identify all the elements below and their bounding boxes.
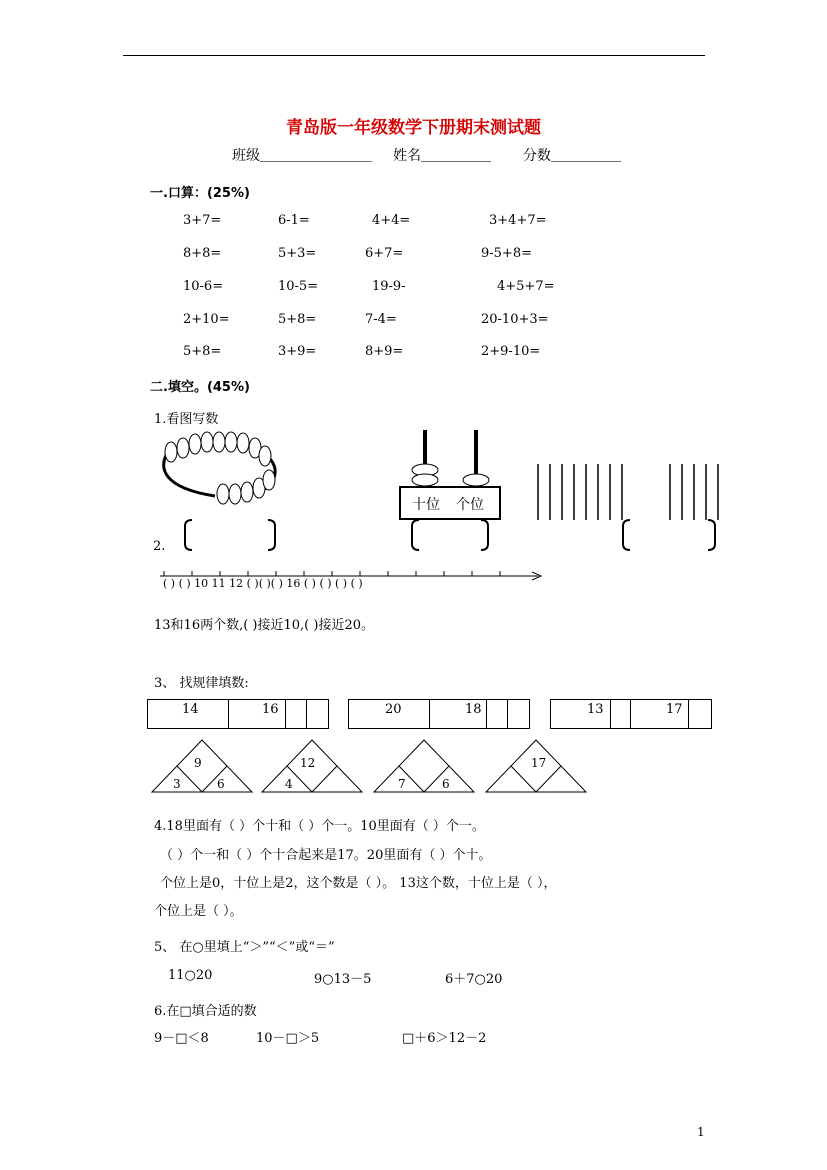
calc-item: 2+9-10=: [481, 344, 541, 359]
section1-heading: 一.口算：(25%): [150, 186, 250, 201]
triangle-top: 9: [194, 756, 202, 770]
q4-line: （ ）个一和（ ）个十合起来是17。20里面有（ ）个十。: [160, 848, 492, 863]
class-field[interactable]: 班级＿＿＿＿＿＿＿＿: [232, 148, 372, 164]
page-number: 1: [697, 1125, 705, 1139]
triangle-right: 6: [442, 777, 450, 791]
q6-item: 10－□＞5: [256, 1031, 320, 1046]
q5-item: 11○20: [168, 968, 213, 983]
pattern-box: [550, 699, 712, 729]
page-title: 青岛版一年级数学下册期末测试题: [286, 118, 541, 138]
calc-item: 4+5+7=: [497, 279, 555, 294]
calc-item: 3+4+7=: [489, 213, 547, 228]
calc-item: 10-6=: [183, 279, 224, 294]
number-line-labels: ( ) ( ) 10 11 12 ( )( )( ) 16 ( ) ( ) ( ) ( ): [163, 577, 363, 590]
calc-item: 20-10+3=: [481, 312, 549, 327]
calc-item: 5+8=: [278, 312, 317, 327]
q6-item: 9－□＜8: [154, 1031, 209, 1046]
score-field[interactable]: 分数＿＿＿＿＿: [523, 148, 621, 164]
triangle-left: 7: [398, 777, 406, 791]
q2-question: 13和16两个数,( )接近10,( )接近20。: [154, 618, 374, 633]
q2-label: 2.: [153, 539, 166, 554]
pattern-value: 20: [385, 702, 402, 717]
calc-item: 8+9=: [365, 344, 404, 359]
calc-item: 7-4=: [365, 312, 397, 327]
calc-item: 19-9-: [372, 279, 406, 294]
q4-line: 4.18里面有（ ）个十和（ ）个一。10里面有（ ）个一。: [154, 819, 485, 834]
abacus-tens-label: 十位: [412, 497, 440, 513]
calc-item: 2+10=: [183, 312, 230, 327]
q6-label: 6.在□填合适的数: [154, 1004, 257, 1019]
calc-item: 5+8=: [183, 344, 222, 359]
triangle-left: 3: [173, 777, 181, 791]
calc-item: 4+4=: [372, 213, 411, 228]
pattern-value: 16: [262, 702, 279, 717]
q4-line: 个位上是0，十位上是2，这个数是（ ）。 13这个数，十位上是（ ），: [160, 876, 557, 891]
triangle-right: 6: [217, 777, 225, 791]
section2-heading: 二.填空。(45%): [150, 380, 250, 395]
triangle-top: 12: [300, 756, 316, 770]
bead-string-picture: [155, 428, 285, 513]
calc-item: 6+7=: [365, 246, 404, 261]
q1-label: 1.看图写数: [154, 412, 219, 427]
pattern-value: 17: [666, 702, 683, 717]
calc-item: 3+7=: [183, 213, 222, 228]
calc-item: 3+9=: [278, 344, 317, 359]
name-field[interactable]: 姓名＿＿＿＿＿: [393, 148, 491, 164]
sticks-picture: [535, 462, 725, 522]
q5-item: 6＋7○20: [445, 972, 503, 987]
q5-item: 9○13－5: [314, 972, 372, 987]
q6-item: □＋6＞12－2: [402, 1031, 487, 1046]
q4-line: 个位上是（ ）。: [154, 904, 243, 919]
calc-item: 5+3=: [278, 246, 317, 261]
pattern-value: 18: [465, 702, 482, 717]
pattern-box: [147, 699, 329, 729]
pattern-value: 13: [587, 702, 604, 717]
calc-item: 8+8=: [183, 246, 222, 261]
triangle-top: 17: [531, 756, 547, 770]
q5-label: 5、 在○里填上“＞”“＜”或“＝”: [154, 940, 335, 955]
q3-label: 3、 找规律填数:: [154, 676, 249, 691]
abacus-ones-label: 个位: [456, 497, 484, 513]
triangle-left: 4: [285, 777, 293, 791]
calc-item: 9-5+8=: [481, 246, 532, 261]
calc-item: 10-5=: [278, 279, 319, 294]
header-rule: [123, 55, 705, 56]
pattern-box: [348, 699, 530, 729]
answer-brackets: [183, 518, 723, 554]
pattern-value: 14: [182, 702, 199, 717]
calc-item: 6-1=: [278, 213, 310, 228]
